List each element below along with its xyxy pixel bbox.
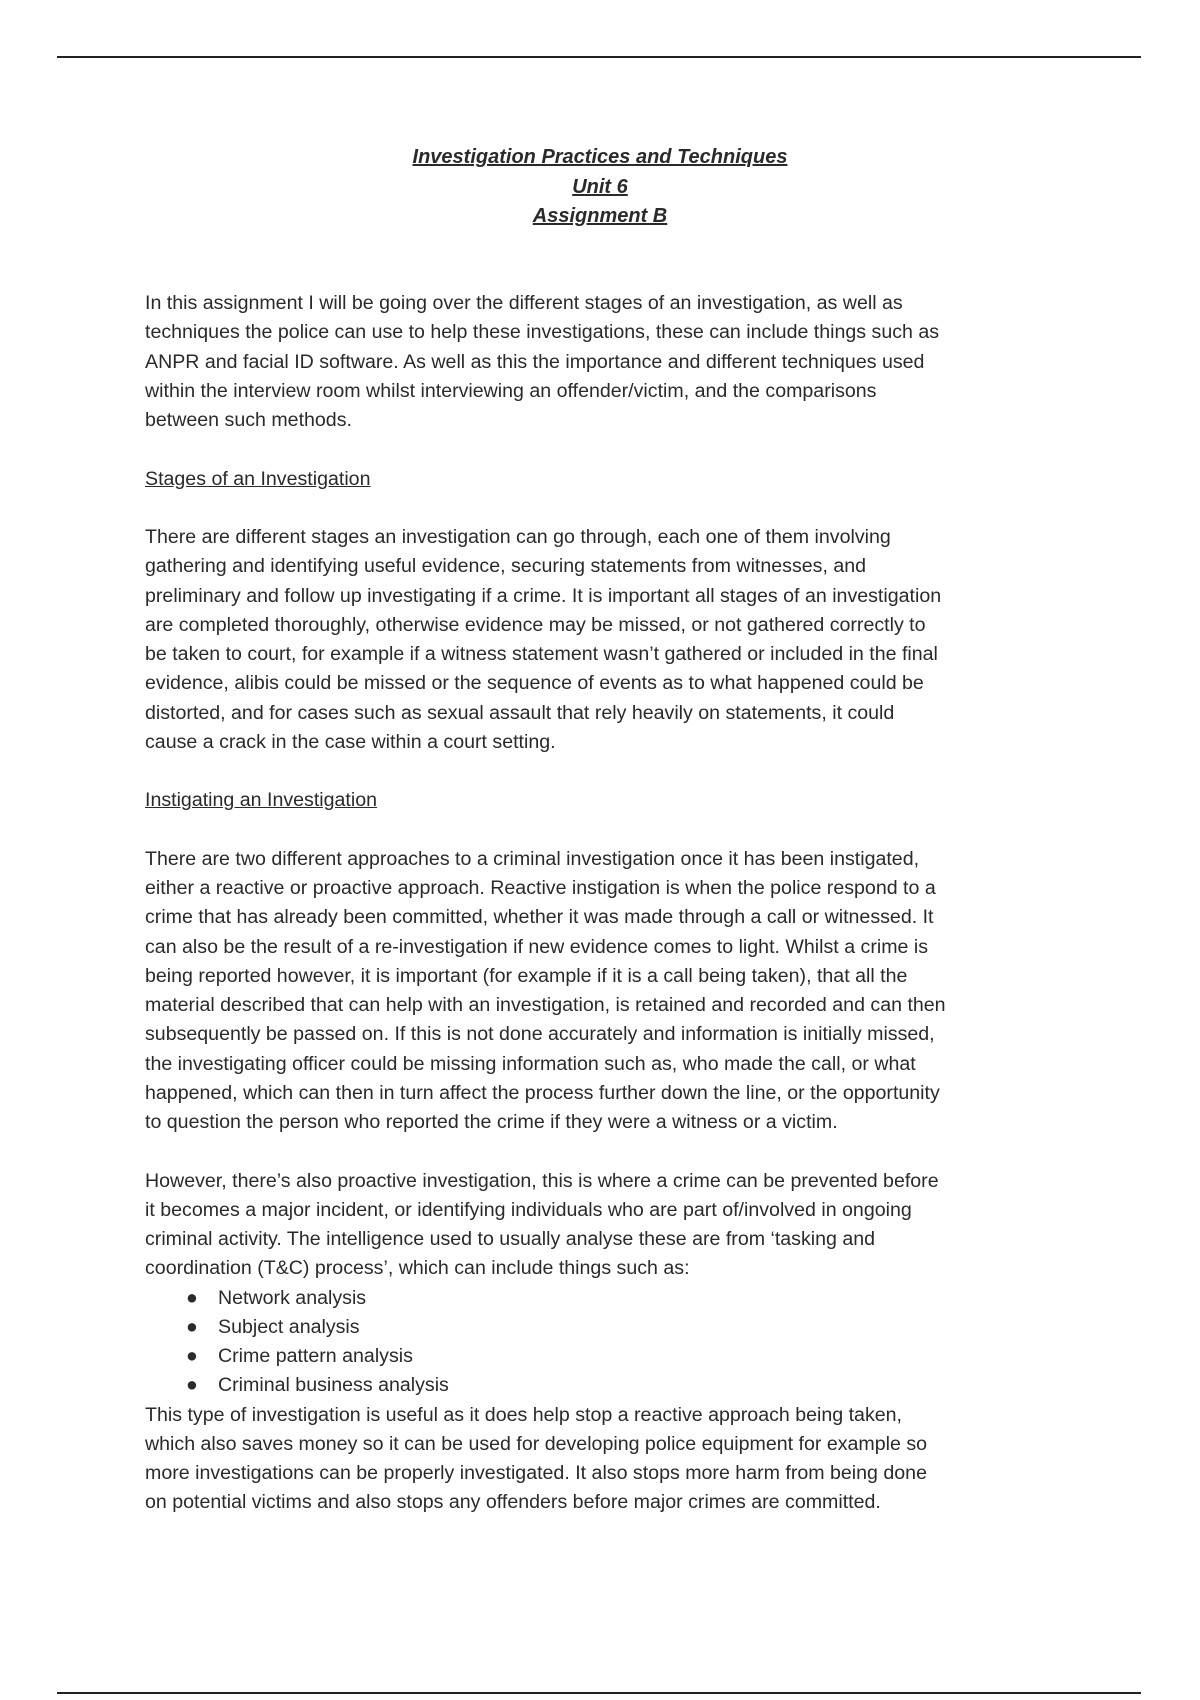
text-line: be taken to court, for example if a witness statement wasn’t gathered or included in the final xyxy=(145,643,938,665)
text-line: There are two different approaches to a criminal investigation once it has been instigated, xyxy=(145,847,920,870)
title-line: Investigation Practices and Techniques xyxy=(412,146,788,168)
text-line: criminal activity. The intelligence used to usually analyse these are from ‘tasking and xyxy=(145,1228,876,1250)
text-line: In this assignment I will be going over the different stages of an investigation, as well as xyxy=(145,292,903,314)
text-line: between such methods. xyxy=(145,409,352,431)
text-line: more investigations can be properly investigated. It also stops more harm from being done xyxy=(145,1462,927,1484)
proactive-paragraph xyxy=(145,1167,1065,1284)
text-line: There are different stages an investigation can go through, each one of them involving xyxy=(145,526,891,548)
text-line: preliminary and follow up investigating if a crime. It is important all stages of an investigation xyxy=(145,584,942,607)
assignment-line: Assignment B xyxy=(532,205,668,227)
header-rule xyxy=(57,56,1141,58)
text-line: distorted, and for cases such as sexual assault that rely heavily on statements, it could xyxy=(145,701,895,724)
text-line: either a reactive or proactive approach. Reactive instigation is when the police respond to a xyxy=(145,877,936,899)
intro-paragraph xyxy=(145,289,1065,435)
instigating-heading: Instigating an Investigation xyxy=(145,789,378,812)
bullet-icon: ● xyxy=(186,1286,198,1309)
list-item xyxy=(145,1371,1065,1400)
bullet-icon: ● xyxy=(186,1315,198,1338)
text-line: crime that has already been committed, whether it was made through a call or witnessed. It xyxy=(145,906,934,929)
instigating-paragraph xyxy=(145,845,1065,1138)
footer-rule xyxy=(57,1692,1141,1694)
text-line: cause a crack in the case within a court setting. xyxy=(145,730,556,753)
bullet-list xyxy=(145,1284,1065,1401)
text-line: on potential victims and also stops any offenders before major crimes are committed. xyxy=(145,1491,881,1514)
text-line: This type of investigation is useful as it does help stop a reactive approach being taken, xyxy=(145,1403,902,1426)
text-line: evidence, alibis could be missed or the sequence of events as to what happened could be xyxy=(145,672,924,695)
unit-line: Unit 6 xyxy=(572,175,628,198)
stages-paragraph xyxy=(145,523,1065,757)
bullet-icon: ● xyxy=(186,1374,198,1397)
list-item-text: Subject analysis xyxy=(218,1315,360,1338)
text-line: which also saves money so it can be used for developing police equipment for example so xyxy=(145,1432,928,1455)
list-item-text: Criminal business analysis xyxy=(218,1374,449,1397)
list-item xyxy=(145,1342,1065,1371)
closing-paragraph xyxy=(145,1401,1065,1518)
text-line: the investigating officer could be missing information such as, who made the call, or what xyxy=(145,1052,916,1075)
text-line: coordination (T&C) process’, which can include things such as: xyxy=(145,1257,690,1280)
text-line: material described that can help with an investigation, is retained and recorded and can then xyxy=(145,994,946,1016)
text-line: happened, which can then in turn affect the process further down the line, or the opportunity xyxy=(145,1081,940,1104)
text-line: However, there’s also proactive investigation, this is where a crime can be prevented before xyxy=(145,1169,939,1192)
text-line: techniques the police can use to help these investigations, these can include things such as xyxy=(145,321,940,344)
bullet-icon: ● xyxy=(186,1345,198,1367)
list-item-text: Crime pattern analysis xyxy=(218,1345,413,1367)
document-body xyxy=(145,289,1065,1518)
text-line: can also be the result of a re-investigation if new evidence comes to light. Whilst a crime is xyxy=(145,935,929,958)
text-line: are completed thoroughly, otherwise evidence may be missed, or not gathered correctly to xyxy=(145,613,926,636)
text-line: gathering and identifying useful evidence, securing statements from witnesses, and xyxy=(145,555,867,578)
text-line: ANPR and facial ID software. As well as this the importance and different techniques used xyxy=(145,350,925,373)
list-item xyxy=(145,1284,1065,1313)
text-line: it becomes a major incident, or identifying individuals who are part of/involved in ongoing xyxy=(145,1198,912,1221)
text-line: being reported however, it is important (for example if it is a call being taken), that all the xyxy=(145,964,908,987)
document-title xyxy=(0,143,1200,232)
text-line: within the interview room whilst interviewing an offender/victim, and the comparisons xyxy=(145,379,877,402)
text-line: to question the person who reported the crime if they were a witness or a victim. xyxy=(145,1111,838,1133)
text-line: subsequently be passed on. If this is not done accurately and information is initially missed, xyxy=(145,1023,935,1046)
stages-heading: Stages of an Investigation xyxy=(145,467,371,490)
list-item-text: Network analysis xyxy=(218,1286,367,1309)
list-item xyxy=(145,1313,1065,1342)
